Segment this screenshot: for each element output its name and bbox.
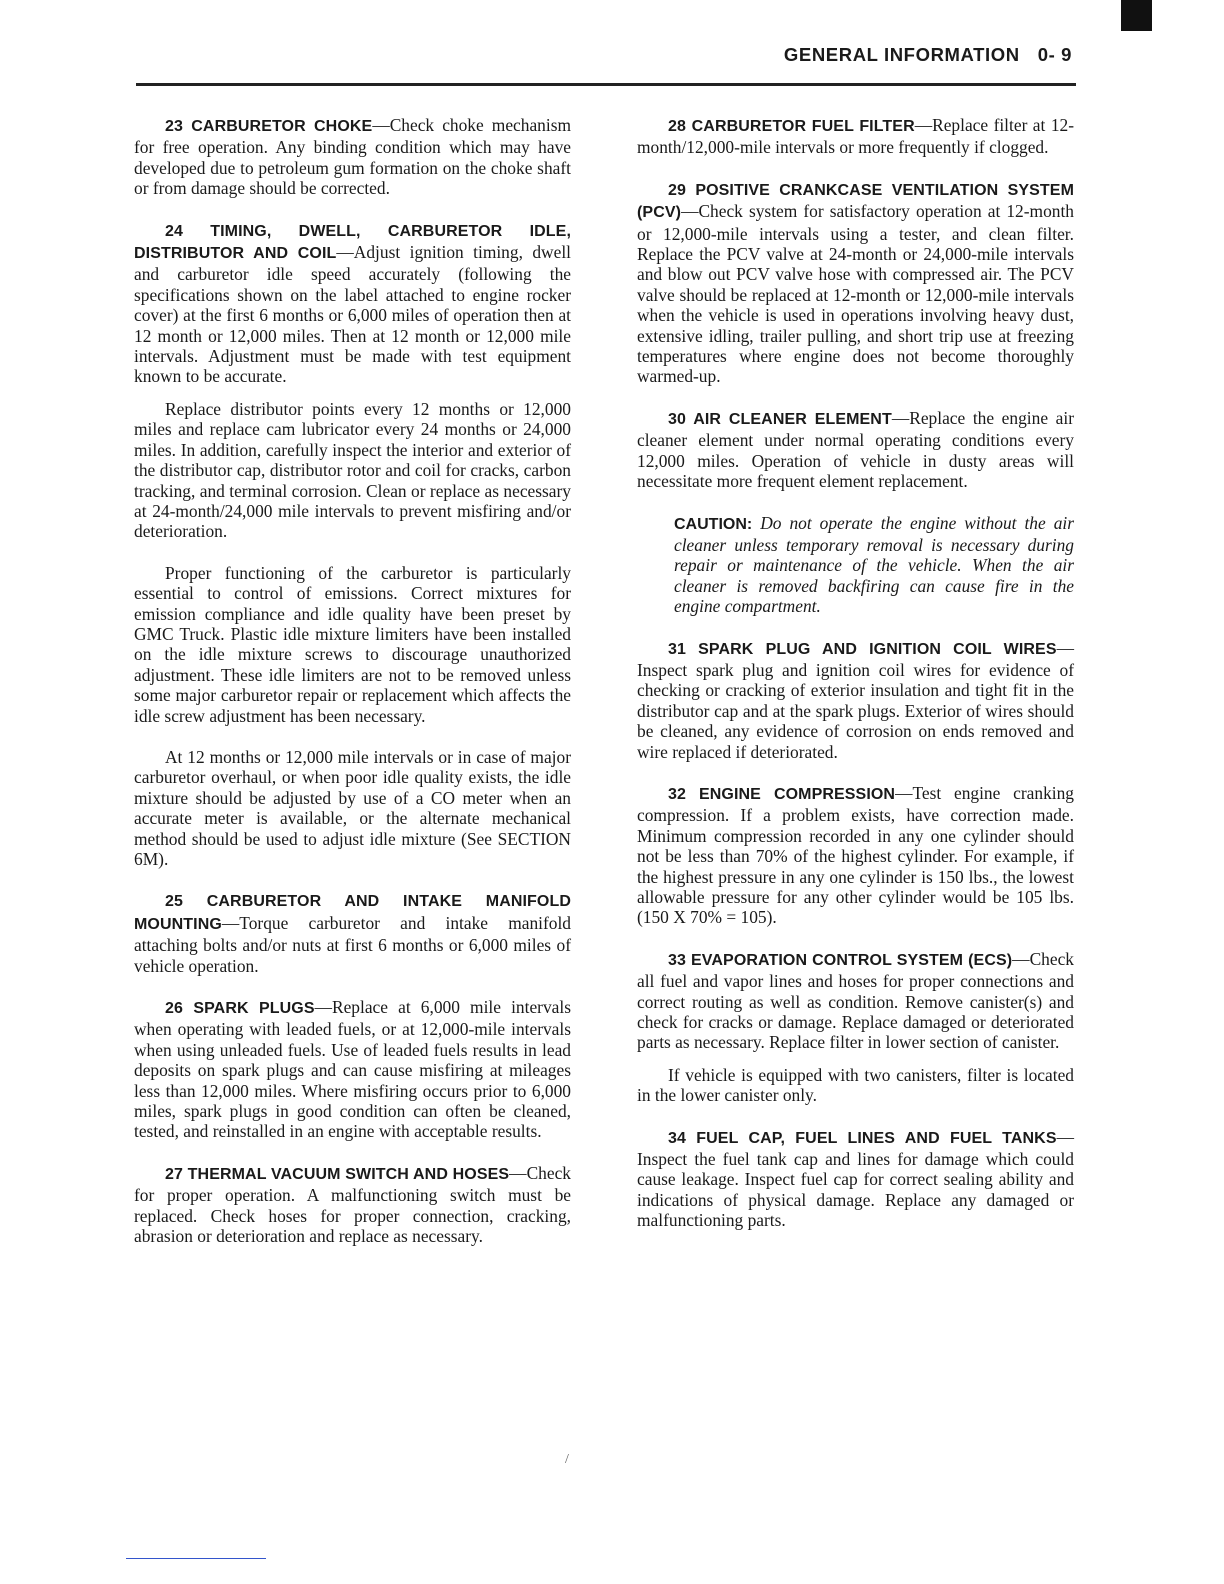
item-32-heading: 32 ENGINE COMPRESSION — [668, 785, 896, 803]
two-canisters-text: If vehicle is equipped with two canisters, filter is located in the lower canister only. — [637, 1064, 1074, 1106]
item-24-heading: 24 TIMING, DWELL, CARBURETOR IDLE, DISTRIBUTOR AND COIL — [134, 222, 571, 263]
distributor-points-paragraph — [134, 399, 571, 542]
item-29-text: —Check system for satisfactory operation at 12-month or 12,000-mile intervals using a tester, and clean filter. Replace the PCV valve at 24-month or 24,000-mile intervals and blow out PCV valve hose with compressed air. The PCV valve should be replaced at 12-month or 12,000-mile intervals when the vehicle is used in operations involving heavy dust, extensive idling, trailer pulling, and short trip use at freezing temperatures where engine does not become thoroughly warmed-up. — [637, 201, 1074, 387]
scan-mark: / — [565, 1452, 569, 1467]
item-29-heading: 29 POSITIVE CRANKCASE VENTILATION SYSTEM (PCV) — [637, 181, 1074, 222]
distributor-points-text: Replace distributor points every 12 months or 12,000 miles and replace cam lubricator every 24 months or 24,000 miles. In addition, carefully inspect the interior and exterior of the distributor cap, distributor rotor and coil for cracks, carbon tracking, and terminal corrosion. Clean or replace as necessary at 24-month/24,000 mile intervals to prevent misfiring and/or deterioration. — [134, 398, 571, 542]
footer-rule — [126, 1558, 266, 1559]
item-34-heading: 34 FUEL CAP, FUEL LINES AND FUEL TANKS — [668, 1129, 1057, 1147]
item-33-text: —Check all fuel and vapor lines and hoses for proper connections and correct routing as well as condition. Remove canister(s) and check for cracks or damage. Replace damaged or deteriorated parts as necessary. Replace filter in lower section of canister. — [637, 948, 1074, 1053]
item-28-heading: 28 CARBURETOR FUEL FILTER — [668, 118, 915, 135]
item-27-text: —Check for proper operation. A malfunctioning switch must be replaced. Check hoses for proper connection, cracking, abrasion or deterioration and replace as necessary. — [134, 1162, 571, 1247]
item-23-paragraph — [134, 115, 571, 199]
item-32-text: —Test engine cranking compression. If a problem exists, have correction made. Minimum compression recorded in any one cylinder should not be less than 70% of the highest cylinder. For example, if the highest pressure in any one cylinder is 150 lbs., the lowest allowable pressure for any other cylinder would be 105 lbs. (150 X 70% = 105). — [637, 782, 1074, 928]
item-33-heading: 33 EVAPORATION CONTROL SYSTEM (ECS) — [668, 951, 1013, 969]
section-title: GENERAL INFORMATION — [783, 44, 1020, 65]
right-column — [637, 115, 1074, 1252]
item-26-text: —Replace at 6,000 mile intervals when operating with leaded fuels, or at 12,000-mile intervals when using unleaded fuels. Use of leaded fuels results in lead deposits on spark plugs and can cause misfiring at mileages less than 12,000 miles. Where misfiring occurs prior to 6,000 miles, spark plugs in good condition can often be cleaned, tested, and reinstalled in an engine with acceptable results. — [134, 997, 571, 1142]
item-34-text: —Inspect the fuel tank cap and lines for damage which could cause leakage. Inspect fuel cap for correct sealing ability and indications of physical damage. Replace any damaged or malfunctioning parts. — [637, 1126, 1074, 1231]
item-30-heading: 30 AIR CLEANER ELEMENT — [668, 410, 892, 428]
item-30-text: —Replace the engine air cleaner element under normal operating conditions every 12,000 miles. Operation of vehicle in dusty areas will necessitate more frequent element replacement. — [637, 407, 1074, 492]
caution-text: Do not operate the engine without the air cleaner unless temporary removal is necessary during repair or maintenance of the vehicle. When the air cleaner is removed backfiring can cause fire in the engine compartment. — [674, 512, 1074, 617]
page-number: 0- 9 — [1037, 44, 1072, 65]
item-31-heading: 31 SPARK PLUG AND IGNITION COIL WIRES — [668, 640, 1057, 658]
caution-note — [674, 513, 1074, 617]
item-28-text: —Replace filter at 12-month/12,000-mile intervals or more frequently if clogged. — [637, 115, 1074, 158]
item-26-paragraph — [134, 997, 571, 1142]
item-25-heading: 25 CARBURETOR AND INTAKE MANIFOLD MOUNTING — [134, 893, 571, 933]
item-25-paragraph — [134, 890, 571, 976]
item-34-paragraph — [637, 1127, 1074, 1231]
item-24-text: —Adjust ignition timing, dwell and carburetor idle speed accurately (following the specifications shown on the label attached to engine rocker cover) at the first 6 months or 6,000 miles of operation then at 12 month or 12,000 miles. Then at 12 month or 12,000 mile intervals. Adjustment must be made with test equipment known to be accurate. — [134, 242, 571, 387]
item-23-text: —Check choke mechanism for free operation. Any binding condition which may have developed due to petroleum gum formation on the choke shaft or from damage should be corrected. — [134, 115, 571, 199]
item-28-paragraph — [637, 115, 1074, 158]
item-24-paragraph — [134, 220, 571, 387]
item-27-paragraph — [134, 1163, 571, 1247]
caution-label: CAUTION: — [674, 515, 753, 533]
two-canisters-paragraph — [637, 1065, 1074, 1106]
item-30-paragraph — [637, 408, 1074, 492]
item-27-heading: 27 THERMAL VACUUM SWITCH AND HOSES — [165, 1165, 510, 1183]
item-29-paragraph — [637, 179, 1074, 387]
item-32-paragraph — [637, 783, 1074, 928]
running-header — [784, 44, 1072, 66]
carburetor-emissions-text: Proper functioning of the carburetor is particularly essential to control of emissions. Correct mixtures for emission compliance and idle quality have been preset by GMC Truck. Plastic idle mixture limiters have been installed on the idle mixture screws to discourage unauthorized adjustment. These idle limiters are not to be removed unless some major carburetor repair or replacement which affects the idle screw adjustment has been necessary. — [134, 562, 571, 726]
carburetor-emissions-paragraph — [134, 563, 571, 726]
idle-mixture-text: At 12 months or 12,000 mile intervals or in case of major carburetor overhaul, or when poor idle quality exists, the idle mixture should be adjusted by use of a CO meter when an accurate meter is available, or the alternate mechanical method should be used to adjust idle mixture (See SECTION 6M). — [134, 746, 571, 869]
item-33-paragraph — [637, 949, 1074, 1053]
item-31-text: —Inspect spark plug and ignition coil wires for evidence of checking or cracking of exterior insulation and tight fit in the distributor cap and at the spark plugs. Exterior of wires should be cleaned, any evidence of corrosion on ends removed and wire replaced if deteriorated. — [637, 637, 1074, 762]
item-31-paragraph — [637, 638, 1074, 762]
item-23-heading: 23 CARBURETOR CHOKE — [165, 118, 373, 135]
left-column — [134, 115, 571, 1268]
section-tab-mark — [1121, 0, 1152, 31]
page-header — [136, 41, 1076, 86]
item-26-heading: 26 SPARK PLUGS — [165, 1000, 315, 1018]
idle-mixture-paragraph — [134, 747, 571, 869]
item-25-text: —Torque carburetor and intake manifold attaching bolts and/or nuts at first 6 months or 6,000 miles of vehicle operation. — [134, 912, 571, 976]
